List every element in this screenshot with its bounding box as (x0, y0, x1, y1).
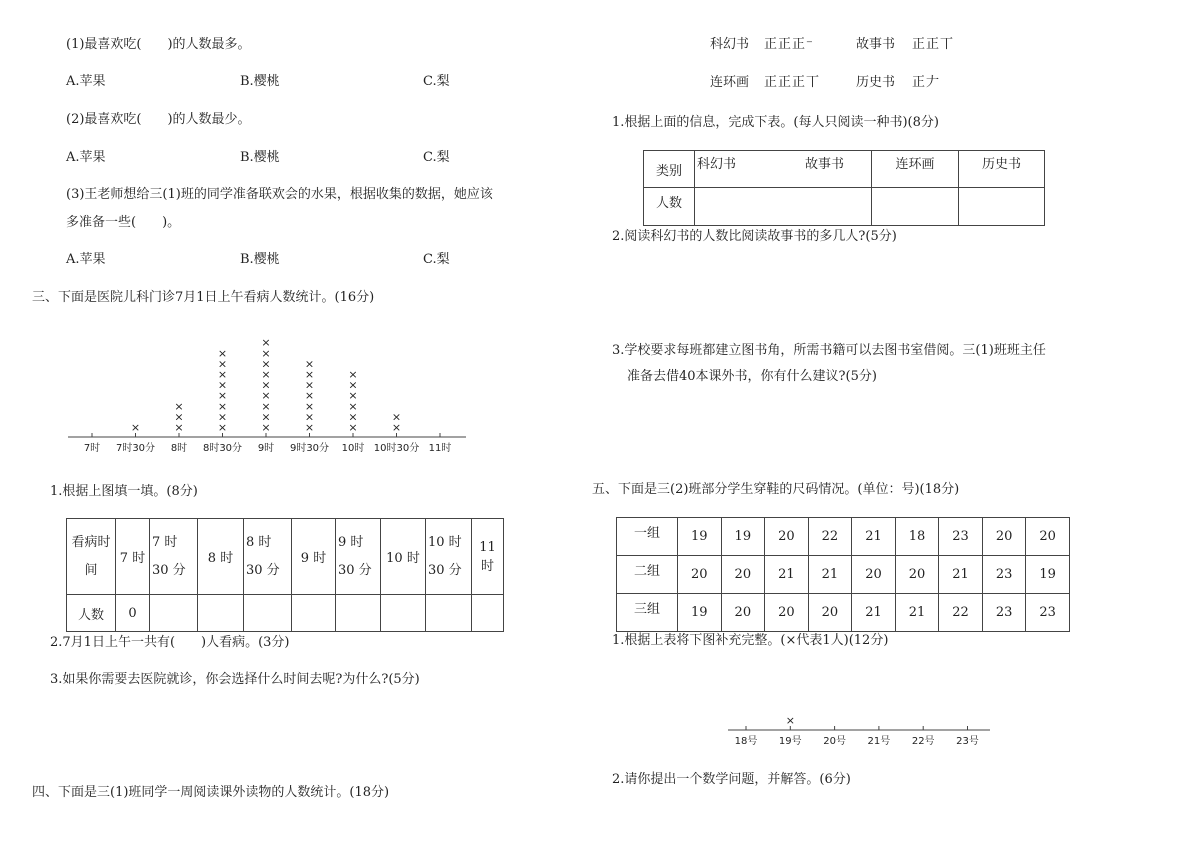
shoe-size-cell: 21 (939, 556, 983, 594)
tally-marks-story: 正正丅 (912, 37, 955, 52)
col-label-line1: 9 时 (338, 534, 364, 550)
s4-q3-text-line1: 3.学校要求每班都建立图书角，所需书籍可以去图书室借阅。三(1)班班主任 (612, 343, 1046, 358)
shoe-size-cell: 20 (895, 556, 939, 594)
col-label-line2: 30 分 (246, 562, 280, 578)
x-marker: × (261, 368, 271, 381)
shoe-group-label: 二组 (617, 556, 678, 594)
x-marker: × (174, 399, 184, 413)
shoe-size-cell: 18 (895, 518, 939, 556)
book-table-header-history: 历史书 (959, 151, 1045, 188)
tick-label: 11时 (428, 443, 452, 454)
x-marker: × (217, 410, 228, 424)
s4-q1-text: 1.根据上面的信息，完成下表。(每人只阅读一种书)(8分) (612, 115, 939, 130)
s4-q2-text: 2.阅读科幻书的人数比阅读故事书的多几人?(5分) (612, 229, 897, 244)
tally-marks-history: 正𠂇 (912, 75, 941, 90)
q1-text: (1)最喜欢吃( )的人数最多。 (66, 37, 251, 52)
hospital-count-cell[interactable] (292, 595, 336, 632)
book-table-row-label: 人数 (644, 188, 695, 226)
tally-marks-comic: 正正正丅 (764, 75, 821, 90)
table-row (617, 556, 1070, 594)
hospital-table (66, 518, 504, 632)
shoe-size-cell: 21 (852, 594, 896, 632)
shoe-group-label: 三组 (617, 594, 678, 632)
tick-label: 10时 (341, 443, 365, 454)
book-table-header-scifi-story (695, 151, 872, 188)
header-label-line1: 看病时 (71, 534, 111, 550)
tally-label-comic: 连环画 (710, 75, 750, 90)
hospital-col-8 (198, 519, 244, 595)
hospital-col-930 (336, 519, 381, 595)
section5-title: 五、下面是三(2)班部分学生穿鞋的尺码情况。(单位：号)(18分) (592, 482, 960, 497)
x-marker: × (348, 399, 358, 413)
col-label-line2: 30 分 (338, 562, 372, 578)
x-marker: × (217, 357, 228, 371)
tick-label: 9时30分 (289, 443, 330, 454)
section4-title: 四、下面是三(1)班同学一周阅读课外读物的人数统计。(18分) (32, 785, 390, 800)
shoe-group-label: 一组 (617, 518, 678, 556)
q1-option-c: C.梨 (423, 74, 450, 89)
shoe-size-cell: 21 (895, 594, 939, 632)
q2-option-c: C.梨 (423, 150, 450, 165)
x-marker: × (217, 389, 228, 403)
tick-label: 9时 (257, 443, 275, 454)
x-marker: × (217, 368, 228, 381)
hospital-col-830 (244, 519, 292, 595)
header-label-line2: 间 (84, 562, 98, 578)
x-marker: × (348, 368, 358, 381)
s4-q3-text-line2: 准备去借40本课外书，你有什么建议?(5分) (627, 369, 877, 384)
col-label-line1: 10 时 (428, 534, 462, 550)
x-marker: × (217, 378, 228, 392)
x-marker: × (785, 714, 795, 727)
col-label: 9 时 (300, 551, 327, 566)
hospital-count-cell[interactable] (426, 595, 472, 632)
shoe-size-cell: 23 (939, 518, 983, 556)
hospital-col-11 (472, 519, 504, 595)
tick-label: 7时30分 (115, 443, 156, 454)
x-marker: × (174, 421, 184, 434)
table-row (644, 151, 1045, 188)
col-label-line1: 7 时 (152, 534, 178, 550)
hospital-col-10 (381, 519, 426, 595)
tally-label-history: 历史书 (856, 75, 896, 90)
shoe-size-cell: 22 (808, 518, 852, 556)
book-count-cell[interactable] (695, 188, 872, 226)
shoe-size-cell: 20 (765, 594, 809, 632)
book-count-cell[interactable] (959, 188, 1045, 226)
col-label-line2: 30 分 (152, 562, 186, 578)
hospital-count-cell[interactable] (198, 595, 244, 632)
hospital-col-7 (116, 519, 150, 595)
hospital-col-1030 (426, 519, 472, 595)
hospital-count-cell[interactable] (336, 595, 381, 632)
hospital-dot-plot (60, 325, 480, 460)
tally-marks-scifi: 正正正⁻ (764, 37, 814, 52)
table-row (617, 594, 1070, 632)
x-marker: × (130, 421, 141, 434)
shoe-size-cell: 19 (721, 518, 765, 556)
hospital-count-cell[interactable] (150, 595, 198, 632)
q3-option-c: C.梨 (423, 252, 450, 267)
book-table-header-category: 类别 (644, 151, 695, 188)
x-marker: × (261, 378, 271, 392)
x-marker: × (304, 357, 315, 371)
book-count-cell[interactable] (872, 188, 959, 226)
col-label: 10 时 (386, 551, 420, 566)
col-label: 11 时 (479, 539, 496, 574)
q1-option-a: A.苹果 (66, 74, 106, 89)
x-marker: × (348, 410, 358, 424)
x-marker: × (304, 399, 315, 413)
q3-option-a: A.苹果 (66, 252, 106, 267)
shoe-size-cell: 23 (982, 556, 1026, 594)
x-marker: × (391, 421, 402, 434)
q2-text: (2)最喜欢吃( )的人数最少。 (66, 112, 251, 127)
table-row (617, 518, 1070, 556)
shoe-size-cell: 20 (808, 594, 852, 632)
shoe-size-cell: 19 (1026, 556, 1070, 594)
x-marker: × (261, 389, 271, 403)
shoe-size-cell: 20 (721, 556, 765, 594)
book-table-header-comic: 连环画 (872, 151, 959, 188)
col-label-line2: 30 分 (428, 562, 462, 578)
shoe-size-cell: 20 (678, 556, 722, 594)
x-marker: × (261, 346, 271, 360)
q2-option-b: B.樱桃 (240, 150, 280, 165)
x-marker: × (174, 410, 184, 424)
x-marker: × (261, 410, 271, 424)
shoe-size-dot-plot (724, 708, 996, 754)
header-story: 故事书 (805, 157, 845, 172)
shoe-size-table (616, 517, 1070, 632)
tick-label: 18号 (734, 736, 758, 747)
x-marker: × (261, 399, 271, 413)
tick-label: 22号 (911, 736, 935, 747)
q2-option-a: A.苹果 (66, 150, 106, 165)
x-marker: × (348, 378, 358, 392)
x-marker: × (304, 410, 315, 424)
book-table (643, 150, 1045, 226)
tick-label: 19号 (778, 736, 802, 747)
x-marker: × (304, 421, 315, 434)
x-marker: × (261, 421, 271, 434)
shoe-size-cell: 21 (765, 556, 809, 594)
shoe-table-body (617, 518, 1070, 632)
tally-label-scifi: 科幻书 (710, 37, 750, 52)
tally-label-story: 故事书 (856, 37, 896, 52)
x-marker: × (391, 410, 402, 424)
tick-label: 23号 (956, 736, 979, 747)
hospital-count-cell[interactable]: 0 (116, 595, 150, 632)
col-label-line1: 8 时 (246, 534, 272, 550)
hospital-count-cell[interactable] (381, 595, 426, 632)
q1-option-b: B.樱桃 (240, 74, 280, 89)
q3-option-b: B.樱桃 (240, 252, 280, 267)
hospital-count-cell[interactable] (472, 595, 504, 632)
shoe-size-cell: 22 (939, 594, 983, 632)
x-marker: × (217, 421, 228, 434)
s3-q3-text: 3.如果你需要去医院就诊，你会选择什么时间去呢?为什么?(5分) (50, 672, 420, 687)
table-row (67, 595, 504, 632)
shoe-size-cell: 20 (1026, 518, 1070, 556)
hospital-table-header-label (67, 519, 116, 595)
shoe-size-cell: 20 (765, 518, 809, 556)
tick-label: 21号 (867, 736, 891, 747)
shoe-size-cell: 23 (1026, 594, 1070, 632)
s3-q2-text: 2.7月1日上午一共有( )人看病。(3分) (50, 635, 290, 650)
hospital-col-730 (150, 519, 198, 595)
table-row (67, 519, 504, 595)
shoe-size-cell: 20 (852, 556, 896, 594)
tick-label: 8时30分 (202, 443, 243, 454)
hospital-row-label: 人数 (67, 595, 116, 632)
x-marker: × (348, 421, 358, 434)
col-label: 8 时 (207, 551, 234, 566)
x-marker: × (304, 368, 315, 381)
shoe-size-cell: 19 (678, 518, 722, 556)
section3-title: 三、下面是医院儿科门诊7月1日上午看病人数统计。(16分) (32, 290, 375, 305)
header-scifi: 科幻书 (697, 157, 737, 172)
tick-label: 7时 (83, 443, 101, 454)
x-marker: × (217, 346, 228, 360)
shoe-size-cell: 20 (982, 518, 1026, 556)
tick-label: 10时30分 (373, 443, 420, 454)
table-row (644, 188, 1045, 226)
x-marker: × (261, 357, 271, 371)
tick-label: 8时 (170, 443, 188, 454)
x-marker: × (348, 389, 358, 403)
s5-q2-text: 2.请你提出一个数学问题，并解答。(6分) (612, 772, 851, 787)
shoe-size-cell: 21 (852, 518, 896, 556)
s5-q1-text: 1.根据上表将下图补充完整。(×代表1人)(12分) (612, 633, 889, 648)
q3-text-line1: (3)王老师想给三(1)班的同学准备联欢会的水果，根据收集的数据，她应该 (66, 187, 493, 202)
shoe-size-cell: 20 (721, 594, 765, 632)
col-label: 7 时 (119, 551, 146, 566)
x-marker: × (304, 378, 315, 392)
tick-label: 20号 (823, 736, 846, 747)
hospital-col-9 (292, 519, 336, 595)
x-marker: × (304, 389, 315, 403)
shoe-size-cell: 23 (982, 594, 1026, 632)
q3-text-line2: 多准备一些( )。 (66, 215, 181, 230)
hospital-count-cell[interactable] (244, 595, 292, 632)
shoe-size-cell: 21 (808, 556, 852, 594)
shoe-size-cell: 19 (678, 594, 722, 632)
x-marker: × (217, 399, 228, 413)
s3-q1-text: 1.根据上图填一填。(8分) (50, 484, 198, 499)
x-marker: × (261, 336, 271, 350)
